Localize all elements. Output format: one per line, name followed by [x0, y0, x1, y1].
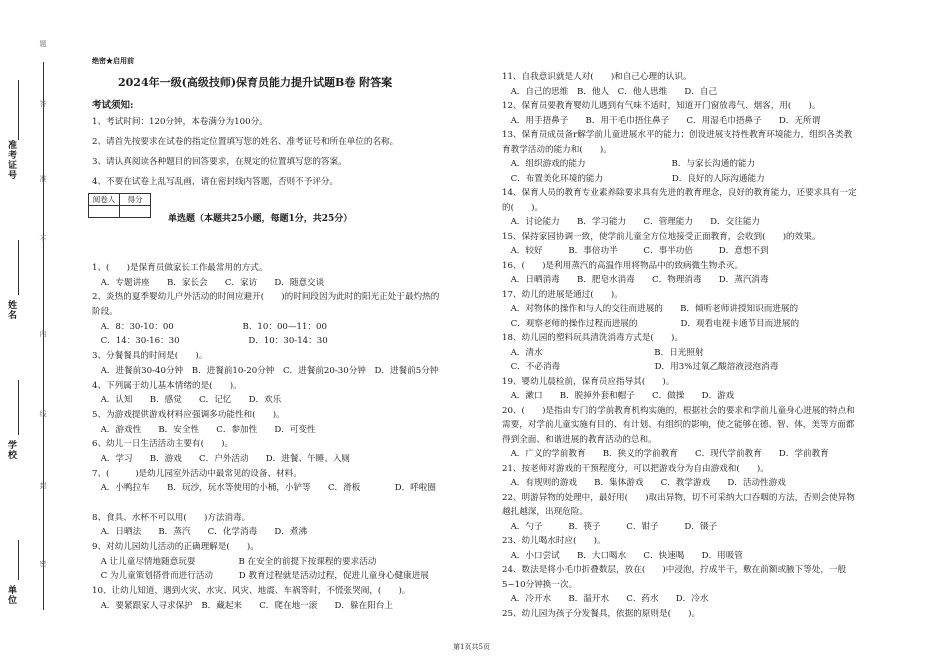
- question-line: A．勺子 B．筷子 C．钳子 D．镊子: [502, 521, 718, 532]
- notice-item: 4、不要在试卷上乱写乱画，请在密封线内答题，否则不予评分。: [92, 177, 339, 187]
- question-line: 11、自我意识就是人对( )和自己心理的认识。: [502, 72, 692, 82]
- question-line: 得到全面、和谐进展的教育活动的总和。: [502, 434, 657, 445]
- grader-header: 阅卷人: [89, 194, 120, 206]
- question-line: C．布置美化环境的能力 D．良好的人际沟通能力: [502, 173, 765, 184]
- question-line: 22、明游异物的处理中，最好用( )取出异物，切不可采纳大口吞咽的方法，否则会使异物: [502, 492, 855, 503]
- score-header: 得分: [120, 194, 151, 206]
- unit-blank: [18, 540, 19, 580]
- notice-item: 3、请认真阅读各种题目的回答要求，在规定的位置填写您的答案。: [92, 157, 347, 167]
- question-line: A．学习 B．游戏 C．户外活动 D．进餐、午睡、入厕: [92, 453, 351, 464]
- question-line: [92, 498, 482, 513]
- question-line: A．讨论能力 B．学习能力 C．管理能力 D．交往能力: [502, 217, 761, 227]
- question-line: A．清水 B．日光照射: [502, 347, 704, 358]
- question-line: 21、按老师对游戏的干预程度分，可以把游戏分为自由游戏和( )。: [502, 463, 769, 474]
- question-line: 1、( )是保育员做家长工作最常用的方式。: [92, 263, 268, 273]
- question-line: 3、分餐餐具的时间是( )。: [92, 351, 208, 362]
- notice-item: 2、请首先按要求在试卷的指定位置填写您的姓名、准考证号和所在单位的名称。: [92, 137, 399, 147]
- left-column: [92, 263, 482, 616]
- seal-mark: 密: [39, 560, 47, 567]
- question-line: 18、幼儿园的塑料玩具清洗消毒方式是( )。: [502, 333, 683, 343]
- seal-mark: 题: [39, 40, 47, 47]
- section-title: 单选题（本题共25小题，每题1分，共25分）: [168, 214, 353, 224]
- question-line: 17、幼儿的进展是通过( )。: [502, 289, 623, 300]
- seal-mark: 准: [39, 175, 47, 182]
- question-line: A．认知 B．感觉 C．记忆 D．欢乐: [92, 395, 282, 406]
- question-line: 12、保育员要教育婴幼儿遇到有气味不适时，知道开门窗放毒气、烟客，用( )。: [502, 101, 821, 111]
- question-line: A．小鸭拉车 B．玩沙，玩水等使用的小桶，小铲等 C．滑板 D．呼啦圈: [92, 483, 436, 494]
- question-line: A．漱口 B．脱掉外套和帽子 C．做操 D．游戏: [502, 391, 735, 401]
- question-line: A．小口尝试 B．大口喝水 C．快速喝 D．用吸管: [502, 550, 743, 561]
- unit-label: 单位: [6, 585, 16, 605]
- seal-mark: 内: [39, 330, 47, 337]
- score-cell[interactable]: [120, 206, 151, 218]
- seal-mark: 答: [39, 100, 47, 107]
- question-line: 6、幼儿一日生活活动主要有( )。: [92, 439, 234, 450]
- question-line: 越扎越深，出现危险。: [502, 507, 588, 517]
- seal-mark: 封: [39, 482, 47, 489]
- question-line: 15、保持家园协调一致，使学前儿童全方位地接受正面教育，会收到( )的效果。: [502, 231, 821, 242]
- question-line: 5~10分钟换一次。: [502, 579, 578, 590]
- school-blank: [18, 380, 19, 435]
- question-line: C．14：30-16：30 D．10：30-14：30: [92, 336, 328, 347]
- question-line: 24、数法是将小毛巾折叠数层，放在( )中浸泡，拧成半干，敷在前额或腋下等处，一般: [502, 565, 847, 575]
- question-line: 育教学活动的能力和( )。: [502, 144, 612, 155]
- question-line: C．不必消毒 D．用3%过氧乙酸溶液浸泡消毒: [502, 362, 779, 372]
- name-blank: [18, 240, 19, 295]
- question-line: A．进餐前30-40分钟 B．进餐前10-20分钟 C．进餐前20-30分钟 D．进餐前5分钟: [92, 365, 439, 376]
- page-title: 2024年一级(高级技师)保育员能力提升试题B卷 附答案: [118, 76, 393, 89]
- question-line: 19、婴幼儿晨检前，保育员应指导其( )。: [502, 376, 675, 387]
- question-line: 9、对幼儿园幼儿活动的正确理解是( )。: [92, 542, 259, 553]
- ticket-number-label: 准考证号: [6, 140, 16, 180]
- question-line: 7、( )是幼儿园室外活动中最常见的设备、材料。: [92, 468, 302, 479]
- score-table: [88, 193, 151, 218]
- question-line: 的( )。: [502, 202, 544, 213]
- question-line: A．较好 B．事倍功半 C．事半功倍 D．意想不到: [502, 246, 769, 256]
- question-line: 20、( )是指由专门的学前教育机构实施的，根据社会的要求和学前儿童身心进展的特点和: [502, 405, 855, 416]
- question-line: A．用手捂鼻子 B．用干毛巾捂住鼻子 C．用湿毛巾捂鼻子 D．无所谓: [502, 115, 821, 126]
- question-line: 13、保育员成员备r解学前儿童进展水平的能力；创设进展支持性教育环境能力，组织各类教: [502, 130, 853, 140]
- question-line: 14、保育人员的教育专业素养除要求具有先进的教育理念，良好的教育能力，还要求具有一定: [502, 188, 857, 198]
- question-line: A．广义的学前教育 B．狭义的学前教育 C．现代学前教育 D．学前教育: [502, 449, 829, 459]
- question-line: A．专题讲座 B．家长会 C．家访 D．随意交谈: [92, 277, 325, 288]
- question-line: A．自己的思维 B．他人 C．他人思维 D．自己: [502, 86, 718, 97]
- question-line: A 让儿童尽情地随意玩耍 B 在安全的前提下按课程的要求活动: [92, 556, 377, 567]
- question-line: 23、幼儿喝水时应( )。: [502, 536, 606, 546]
- question-line: A．日晒消毒 B．肥皂水消毒 C．物理消毒 D．蒸汽消毒: [502, 275, 769, 285]
- name-label: 姓名: [6, 300, 16, 320]
- question-line: 4、下列属于幼儿基本情绪的是( )。: [92, 380, 242, 391]
- right-column: [502, 72, 922, 623]
- notice-title: 考试须知:: [92, 100, 134, 111]
- question-line: 8、食具、水杯不可以用( )方法消毒。: [92, 512, 251, 523]
- question-line: 5、为游戏提供游戏材料应强调多功能性和( )。: [92, 409, 285, 420]
- question-line: C．观察老师的操作过程而进展的 D．观看电视卡通节目而进展的: [502, 318, 800, 329]
- seal-mark: 不: [39, 235, 47, 242]
- secret-mark: 绝密★启用前: [92, 56, 134, 65]
- question-line: A．要紧跟家人寻求保护 B．藏起来 C．爬在地一滚 D．躲在阳台上: [92, 600, 393, 611]
- school-label: 学校: [6, 440, 16, 460]
- question-line: 需要，对学前儿童实施有目的、有计划、有组织的影响，使之能够在德、智、体，美等方面都: [502, 420, 855, 430]
- question-line: 阶段。: [92, 307, 118, 318]
- notice-item: 1、考试时间：120分钟，本卷满分为100分。: [92, 117, 268, 127]
- grader-cell[interactable]: [89, 206, 120, 218]
- question-line: 25、幼儿园为孩子分发餐具，依据的原则是( )。: [502, 608, 701, 619]
- question-line: A．游戏性 B．安全性 C．参加性 D．可变性: [92, 424, 316, 435]
- question-line: A．冷开水 B．温开水 C．药水 D．冷水: [502, 594, 709, 604]
- question-line: A．组织游戏的能力 B．与家长沟通的能力: [502, 159, 756, 169]
- page-footer: 第1页共5页: [453, 643, 490, 651]
- question-line: A．对物体的操作和与人的交往而进展的 B．倾听老师讲授知识而进展的: [502, 304, 799, 314]
- question-line: A．8：30-10：00 B．10：00—11：00: [92, 321, 327, 332]
- question-line: A．日晒法 B．蒸汽 C．化学消毒 D．煮沸: [92, 527, 308, 538]
- question-line: C 为儿童策划搭骨而进行活动 D 教育过程就是活动过程，促进儿童身心健康进展: [92, 571, 429, 582]
- seal-mark: 线: [39, 410, 47, 417]
- question-line: 10、让幼儿知道，遇到火灾、水灾、风灾、地震、车祸等时，不慌张哭闹，( )。: [92, 586, 411, 597]
- question-line: 16、( )是利用蒸汽的高温作用将物品中的致病微生物杀灭。: [502, 260, 744, 271]
- question-line: A．有规则的游戏 B．集体游戏 C．教学游戏 D．活动性游戏: [502, 478, 786, 488]
- question-line: 2、炎热的夏季婴幼儿户外活动的时间应避开( )的时间段因为此时的阳光正处于最灼热的: [92, 292, 440, 303]
- ticket-number-blank: [18, 80, 19, 140]
